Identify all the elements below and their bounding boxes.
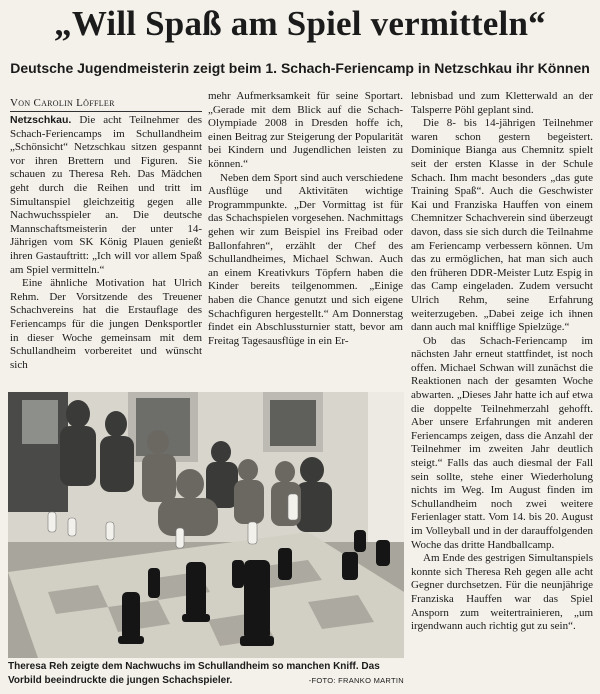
paragraph: Am Ende des gestrigen Simultanspiels konnte sich Theresa Reh gegen alle acht Gegner durchsetzen. Für die neunjährige Franziska Hauffen war das Spiel Ansporn zum weitertrainieren, „um irgendwann auch richtig gut zu sein“. <box>411 552 593 633</box>
article-column-3 <box>411 90 593 680</box>
headline: „Will Spaß am Spiel vermitteln“ <box>54 4 546 43</box>
photo-illustration <box>8 392 404 658</box>
subheadline: Deutsche Jugendmeisterin zeigt beim 1. Schach-Feriencamp in Netzschkau ihr Können <box>10 60 590 76</box>
byline: Von Carolin Löffler <box>10 97 115 109</box>
photo-credit: -FOTO: FRANKO MARTIN <box>308 676 404 685</box>
paragraph: Neben dem Sport sind auch verschiedene Ausflüge und Aktivitäten wichtige Programmpunkte. „Der Vormittag ist für das Schachspielen vorgesehen. Nachmittags gehen wir zum Beispiel ins Freibad oder Ballonfahren“, erzählt der Chef des Schullandheimes, Michael Schwan. Auch an einem Kreativkurs Töpfern haben die Kinder bereits teilgenommen. „Einige haben die Chance genutzt und sich eigene Schachfiguren hergestellt.“ Am Donnerstag findet ein Abschlussturnier statt, bevor am Freitag Tagesausflüge in ein Er- <box>208 171 403 347</box>
paragraph: Ob das Schach-Feriencamp im nächsten Jahr erneut stattfindet, ist noch offen. Michael Schwan will zunächst die Reaktionen nach der gesamten Woche abwarten. „Dieses Jahr hatte ich auf etwa die doppelte Teilnehmerzahl gehofft. Aber unsere Erfahrungen mit anderen Feriencamps zeigen, dass die Anzahl der Teilnehmer im zweiten Jahr deutlich steigt.“ Falls das auch diesmal der Fall sein sollte, stehe einer Wiederholung nichts im Weg. Im August finden im Schullandheim noch zwei weitere Ferienlager statt. Vom 14. bis 20. August im Volleyball und in der darauffolgenden Woche das dritte Handballcamp. <box>411 334 593 551</box>
dateline-place: Netzschkau. <box>10 114 72 126</box>
byline-divider <box>10 111 202 112</box>
paragraph: lebnisbad und zum Kletterwald an der Talsperre Pöhl geplant sind. <box>411 90 593 116</box>
article-column-2 <box>208 90 403 388</box>
caption-text: Theresa Reh zeigte dem Nachwuchs im Schullandheim so manchen Kniff. Das Vorbild beeindruckte die jungen Schachspieler. <box>8 661 380 686</box>
paragraph: Die 8- bis 14-jährigen Teilnehmer waren schon gestern begeistert. Dominique Bianga aus Chemnitz spielt seit der ersten Klasse in der Schule Schach. Ihm macht besonders „das gute Training Spaß“. Auch die Geschwister Kai und Franziska Hauffen von einem Chemnitzer Schachverein sind überzeugt davon, dass sie sich durch die Teilnahme am Feriencamp verbessern können. Um das zu ermöglichen, hat man sich auch den früheren DDR-Meister Lutz Espig in das Camp eingeladen. Zudem versucht Ulrich Rehm, seine Erfahrung weiterzugeben. „Dabei zeige ich ihnen dann auch mal knifflige Spielzüge.“ <box>411 117 593 334</box>
photo-chess-game <box>8 392 404 658</box>
paragraph-text: Die acht Teilnehmer des Schach-Feriencamps im Schullandheim „Schönsicht“ Netzschkau sitzen gespannt vor ihren Brettern und Figuren. Sie schauen zu Theresa Reh. Das Mädchen geht durch die Reihen und tritt im Simultanspiel gleichzeitig gegen alle Nachwuchsspieler an. Die deutsche Mannschaftsmeisterin der unter 14-Jährigen vom SK König Plauen genießt ihren Gastauftritt: „Ich will vor allem Spaß am Spiel vermitteln.“ <box>10 114 202 276</box>
article-column-1 <box>10 114 202 388</box>
paragraph: Eine ähnliche Motivation hat Ulrich Rehm. Der Vorsitzende des Treuener Schachvereins hat die Erstauflage des Feriencamps für die jungen Denksportler in dieser Woche gemeinsam mit dem Schullandheim vorbereitet und wünscht sich <box>10 277 202 371</box>
paragraph: mehr Aufmerksamkeit für seine Sportart. „Gerade mit dem Blick auf die Schach-Olympiade 2008 in Dresden hoffe ich, einen Beitrag zur Steigerung der Popularität bei Kindern und Jugendlichen leisten zu können.“ <box>208 90 403 170</box>
paragraph <box>10 114 202 277</box>
photo-caption <box>8 660 404 688</box>
